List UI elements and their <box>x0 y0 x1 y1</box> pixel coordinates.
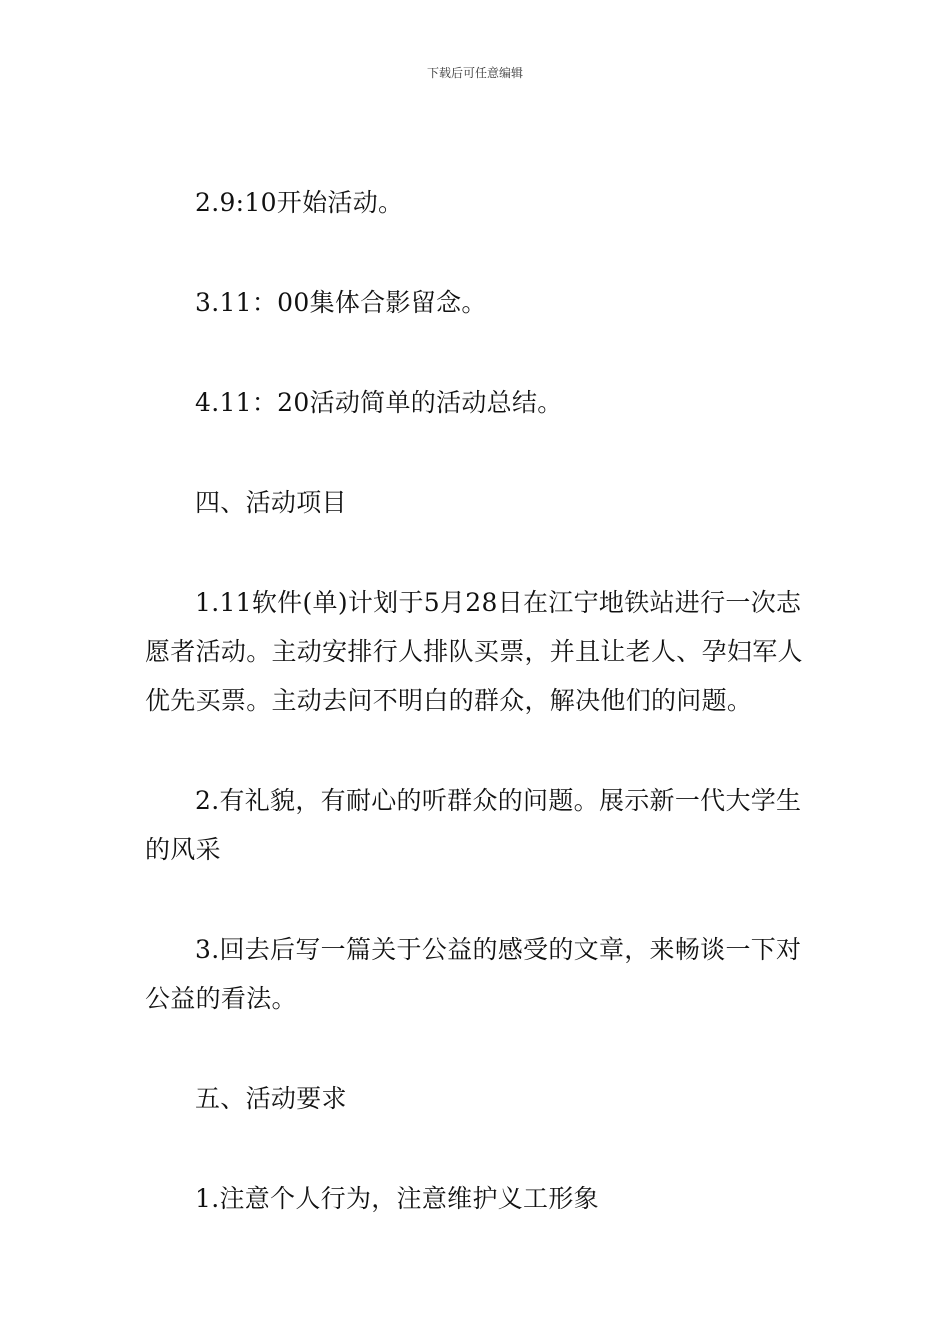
schedule-item-3: 3.11：00集体合影留念。 <box>195 288 487 317</box>
page-header-note: 下载后可任意编辑 <box>426 66 523 80</box>
section-heading-activity-items: 四、活动项目 <box>195 488 347 517</box>
section-heading-activity-requirements: 五、活动要求 <box>195 1084 347 1113</box>
activity-item-2: 2.有礼貌，有耐心的听群众的问题。展示新一代大学生的风采 <box>145 786 802 864</box>
activity-item-3: 3.回去后写一篇关于公益的感受的文章，来畅谈一下对公益的看法。 <box>145 935 802 1013</box>
document-body <box>145 178 805 1223</box>
schedule-item-2: 2.9:10开始活动。 <box>195 188 404 217</box>
activity-item-1: 1.11软件(单)计划于5月28日在江宁地铁站进行一次志愿者活动。主动安排行人排队买票，并且让老人、孕妇军人优先买票。主动去问不明白的群众，解决他们的问题。 <box>145 588 803 715</box>
schedule-item-4: 4.11：20活动简单的活动总结。 <box>195 388 563 417</box>
requirement-item-1: 1.注意个人行为，注意维护义工形象 <box>195 1184 599 1213</box>
